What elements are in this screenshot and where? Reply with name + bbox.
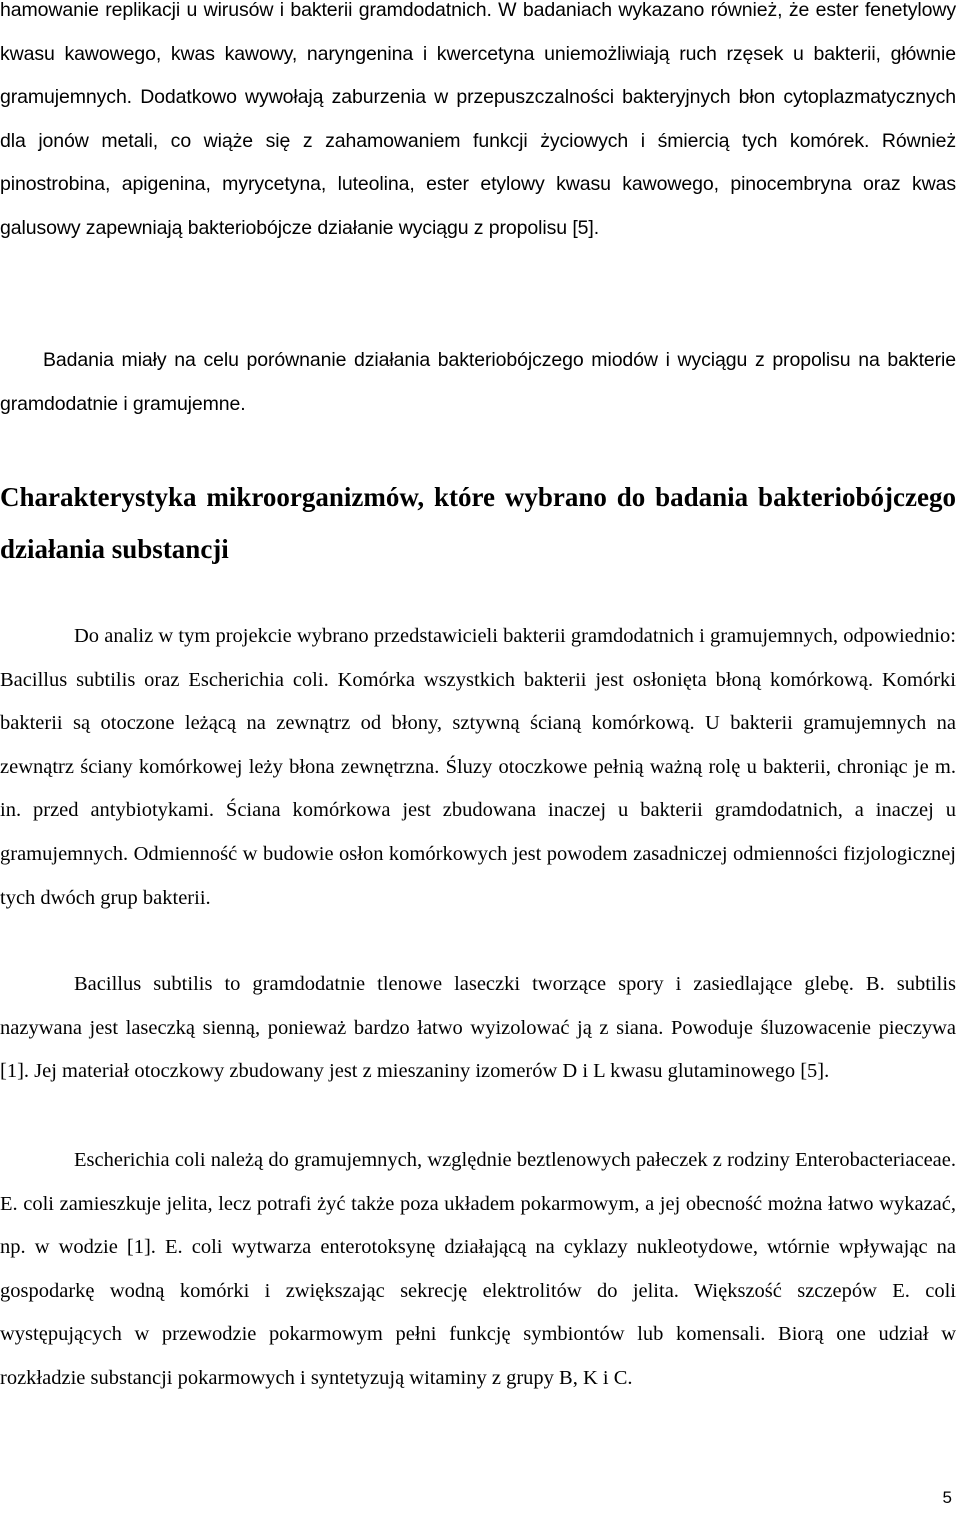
paragraph-study-aim: Badania miały na celu porównanie działania bakteriobójczego miodów i wyciągu z propolisu na bakterie gramdodatnie i gramujemne. [0, 349, 956, 415]
paragraph-escherichia-coli: Escherichia coli należą do gramujemnych, względnie beztlenowych pałeczek z rodziny Enterobacteriaceae. E. coli zamieszkuje jelita, lecz potrafi żyć także poza układem pokarmowym, a jej obecność można łatwo wykazać, np. w wodzie [1]. E. coli wytwarza enterotoksynę działającą na cyklazy nukleotydowe, wtórnie wpływając na gospodarkę wodną komórki i zwiększając sekrecję elektrolitów do jelita. Większość szczepów E. coli występujących w przewodzie pokarmowym pełni funkcję symbiontów lub komensali. Biorą one udział w rozkładzie substancji pokarmowych i syntetyzują witaminy z grupy B, K i C. [0, 1149, 956, 1389]
paragraph-propolis-mechanisms: hamowanie replikacji u wirusów i bakterii gramdodatnich. W badaniach wykazano również, że ester fenetylowy kwasu kawowego, kwas kawowy, naryngenina i kwercetyna uniemożliwiają ruch rzęsek u bakterii, głównie gramujemnych. Dodatkowo wywołają zaburzenia w przepuszczalności bakteryjnych błon cytoplazmatycznych dla jonów metali, co wiąże się z zahamowaniem funkcji życiowych i śmiercią tych komórek. Również pinostrobina, apigenina, myrycetyna, luteolina, ester etylowy kwasu kawowego, pinocembryna oraz kwas galusowy zapewniają bakteriobójcze działanie wyciągu z propolisu [5]. [0, 0, 956, 239]
paragraph-microorganisms-intro: Do analiz w tym projekcie wybrano przedstawicieli bakterii gramdodatnich i gramujemnych, odpowiednio: Bacillus subtilis oraz Escherichia coli. Komórka wszystkich bakterii jest osłonięta błoną komórkową. Komórki bakterii są otoczone leżącą na zewnątrz od błony, sztywną ścianą komórkową. U bakterii gramujemnych na zewnątrz ściany komórkowej leży błona zewnętrzna. Śluzy otoczkowe pełnią ważną rolę u bakterii, chroniąc je m. in. przed antybiotykami. Ściana komórkowa jest zbudowana inaczej u bakterii gramdodatnich, a inaczej u gramujemnych. Odmienność w budowie osłon komórkowych jest powodem zasadniczej odmienności fizjologicznej tych dwóch grup bakterii. [0, 625, 956, 909]
paragraph-bacillus-subtilis: Bacillus subtilis to gramdodatnie tlenowe laseczki tworzące spory i zasiedlające glebę. B. subtilis nazywana jest laseczką sienną, ponieważ bardzo łatwo wyizolować ją z siana. Powoduje śluzowacenie pieczywa [1]. Jej materiał otoczkowy zbudowany jest z mieszaniny izomerów D i L kwasu glutaminowego [5]. [0, 973, 956, 1083]
section-heading: Charakterystyka mikroorganizmów, które wybrano do badania bakteriobójczego działania substancji [0, 482, 956, 564]
page-number: 5 [942, 1488, 952, 1507]
